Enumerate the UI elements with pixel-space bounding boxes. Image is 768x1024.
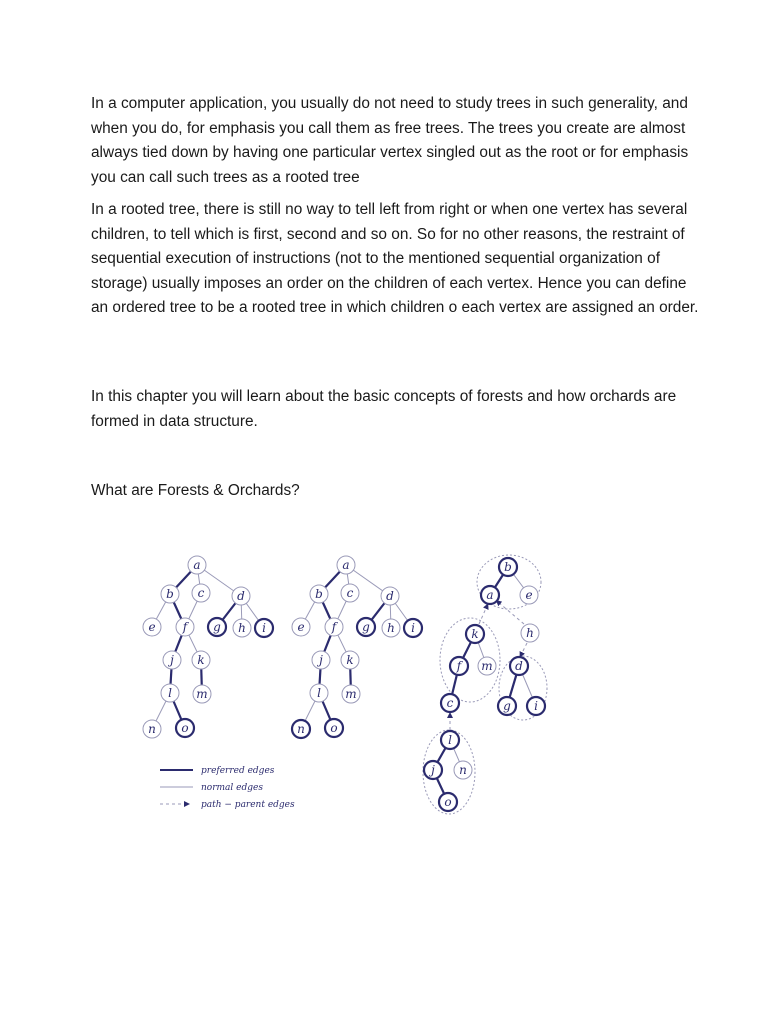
tree1-label-g: g [213,620,221,634]
tree1-label-c: c [197,586,205,600]
paragraph-chapter-intro: In this chapter you will learn about the basic concepts of forests and how orchards are formed in data structure. [91,388,677,430]
tree1-label-j: j [170,653,174,667]
tree1-label-l: l [168,686,172,700]
tree3-label-o: o [444,795,452,809]
tree2-label-d: d [386,589,394,603]
tree3-label-l: l [448,733,452,747]
tree2-label-m: m [345,687,357,701]
tree2-label-b: b [315,587,323,601]
tree1-label-k: k [197,653,205,667]
tree3-label-f: f [456,659,462,673]
tree1-label-m: m [196,687,208,701]
tree2-label-a: a [342,558,350,572]
tree1-label-i: i [262,621,266,635]
tree3-label-g: g [503,699,511,713]
tree1-label-h: h [238,621,246,635]
tree3-label-d: d [515,659,523,673]
tree1-label-d: d [237,589,245,603]
legend-path-parent-edges: path − parent edges [201,800,295,810]
tree3-label-n: n [459,763,467,777]
tree3-label-h: h [526,626,534,640]
tree3-label-a: a [486,588,494,602]
tree2-label-k: k [346,653,354,667]
tree3-label-m: m [481,659,493,673]
tree3-path-parent-edge [521,643,527,655]
tree1-label-b: b [166,587,174,601]
tree1-label-f: f [182,620,188,634]
tree2-label-h: h [387,621,395,635]
tree2-label-l: l [317,686,321,700]
paragraph-free-trees: In a computer application, you usually do not need to study trees in such generality, and when you do, for emphasis you call them as free trees. The trees you create are almost always tied down by having one particular vertex singled out as the root or for emphasis you can call such trees as a rooted tree [91,95,689,186]
tree1-label-e: e [148,620,156,634]
tree3-label-c: c [446,696,454,710]
tree3-label-i: i [534,699,538,713]
tree2-label-g: g [362,620,370,634]
tree1-label-o: o [181,721,189,735]
tree2-label-o: o [330,721,338,735]
tree3-label-k: k [471,627,479,641]
section-heading: What are Forests & Orchards? [91,482,300,499]
tree3-label-b: b [504,560,512,574]
tree2-label-c: c [346,586,354,600]
tree2-label-e: e [297,620,305,634]
legend [160,766,295,810]
legend-preferred-edges: preferred edges [201,766,275,776]
tree2-label-f: f [331,620,337,634]
tree2-label-n: n [297,722,305,736]
forests-orchards-figure [135,550,585,825]
tree1-label-a: a [193,558,201,572]
tree3-label-e: e [525,588,533,602]
tree3-path-parent-edge [479,606,487,624]
tree1-label-n: n [148,722,156,736]
tree2-label-j: j [319,653,323,667]
tree3-path-parent-edge [498,602,524,624]
tree3-label-j: j [431,763,435,777]
tree2-label-i: i [411,621,415,635]
legend-normal-edges: normal edges [201,783,263,793]
paragraph-ordered-trees: In a rooted tree, there is still no way to tell left from right or when one vertex has several children, to tell which is first, second and so on. So for no other reasons, the restraint of sequential execution of instructions (not to the mentioned sequential organization of storage) usually imposes an order on the children of each vertex. Hence you can define an ordered tree to be a rooted tree in which children o each vertex are assigned an order. [91,201,699,316]
